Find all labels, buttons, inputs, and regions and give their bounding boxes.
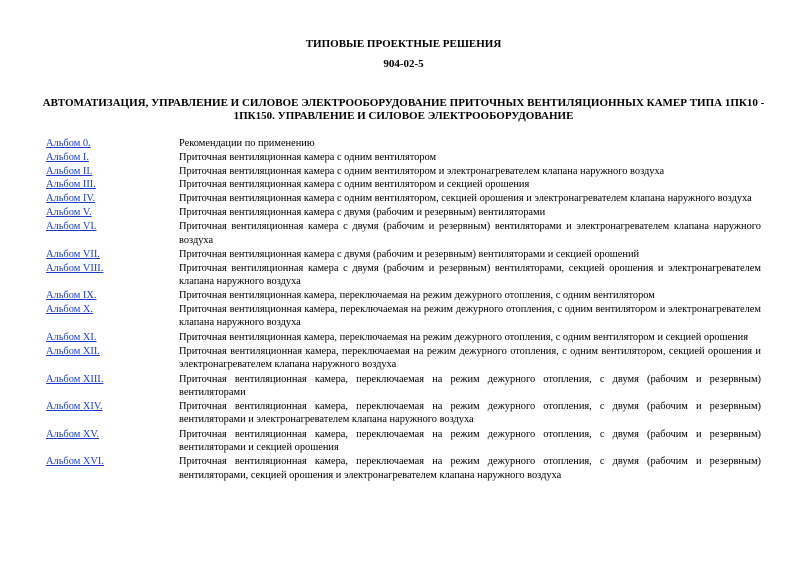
album-link-15[interactable]: Альбом XV. xyxy=(46,428,100,440)
album-description: Приточная вентиляционная камера, переключаемая на режим дежурного отопления, с двумя (рабочим и резервным) вентиляторами и секцией орошения xyxy=(179,428,761,454)
document-code: 904-02-5 xyxy=(383,58,424,70)
album-link-13[interactable]: Альбом XIII. xyxy=(46,373,104,385)
album-description: Приточная вентиляционная камера с одним вентилятором и секцией орошения xyxy=(179,179,530,191)
album-link-10[interactable]: Альбом X. xyxy=(46,304,93,316)
album-description: Приточная вентиляционная камера с одним вентилятором, секцией орошения и электронагревателем клапана наружного воздуха xyxy=(179,193,752,205)
list-item xyxy=(46,400,761,427)
album-description: Приточная вентиляционная камера, переключаемая на режим дежурного отопления, с двумя (рабочим и резервным) вентиляторами и электронагревателем клапана наружного воздуха xyxy=(179,401,761,426)
list-item xyxy=(46,262,761,289)
list-item xyxy=(46,220,761,247)
list-item xyxy=(46,192,761,205)
list-item xyxy=(46,303,761,330)
album-description: Приточная вентиляционная камера, переключаемая на режим дежурного отопления, с одним вентилятором и электронагревателем клапана наружного воздуха xyxy=(179,304,761,329)
list-item xyxy=(46,165,761,178)
list-item xyxy=(46,206,761,219)
album-description: Приточная вентиляционная камера с одним вентилятором xyxy=(179,151,437,163)
album-link-14[interactable]: Альбом XIV. xyxy=(46,401,103,413)
document-title: ТИПОВЫЕ ПРОЕКТНЫЕ РЕШЕНИЯ xyxy=(305,38,502,50)
album-link-11[interactable]: Альбом XI. xyxy=(46,331,97,343)
album-description: Рекомендации по применению xyxy=(179,138,315,149)
album-link-3[interactable]: Альбом III. xyxy=(46,179,96,191)
album-link-7[interactable]: Альбом VII. xyxy=(46,248,100,260)
list-item xyxy=(46,455,761,482)
album-description: Приточная вентиляционная камера, переключаемая на режим дежурного отопления, с двумя (рабочим и резервным) вентиляторами, секцией орошения и электронагревателем клапана наружного воздуха xyxy=(179,456,761,481)
list-item xyxy=(46,289,761,302)
album-description: Приточная вентиляционная камера, переключаемая на режим дежурного отопления, с одним вентилятором xyxy=(179,290,655,302)
list-item xyxy=(46,137,761,150)
list-item xyxy=(46,178,761,191)
document-subtitle: АВТОМАТИЗАЦИЯ, УПРАВЛЕНИЕ И СИЛОВОЕ ЭЛЕКТРООБОРУДОВАНИЕ ПРИТОЧНЫХ ВЕНТИЛЯЦИОННЫХ КАМЕР ТИПА 1ПК10 - 1ПК150. УПРАВЛЕНИЕ И СИЛОВОЕ ЭЛЕКТРООБОРУДОВАНИЕ xyxy=(42,97,765,122)
album-description: Приточная вентиляционная камера с двумя (рабочим и резервным) вентиляторами xyxy=(179,207,546,219)
list-item xyxy=(46,248,761,261)
album-link-16[interactable]: Альбом XVI. xyxy=(46,456,104,468)
album-description: Приточная вентиляционная камера, переключаемая на режим дежурного отопления, с одним вентилятором и секцией орошения xyxy=(179,331,748,343)
album-link-0[interactable]: Альбом 0. xyxy=(46,138,91,149)
album-description: Приточная вентиляционная камера, переключаемая на режим дежурного отопления, с двумя (рабочим и резервным) вентиляторами xyxy=(179,373,761,398)
album-link-5[interactable]: Альбом V. xyxy=(46,207,92,219)
album-list xyxy=(46,137,761,483)
album-description: Приточная вентиляционная камера с двумя (рабочим и резервным) вентиляторами, секцией орошения и электронагревателем клапана наружного воздуха xyxy=(179,262,761,287)
album-link-2[interactable]: Альбом II. xyxy=(46,165,93,177)
list-item xyxy=(46,428,761,455)
album-description: Приточная вентиляционная камера с одним вентилятором и электронагревателем клапана наружного воздуха xyxy=(179,165,665,177)
album-description: Приточная вентиляционная камера с двумя (рабочим и резервным) вентиляторами и электронагревателем клапана наружного воздуха xyxy=(179,221,761,246)
list-item xyxy=(46,151,761,164)
list-item xyxy=(46,373,761,400)
album-description: Приточная вентиляционная камера с двумя (рабочим и резервным) вентиляторами и секцией орошений xyxy=(179,248,640,260)
album-link-6[interactable]: Альбом VI. xyxy=(46,221,97,233)
album-link-12[interactable]: Альбом XII. xyxy=(46,345,100,357)
album-link-9[interactable]: Альбом IX. xyxy=(46,290,97,302)
album-link-1[interactable]: Альбом I. xyxy=(46,151,89,163)
album-link-8[interactable]: Альбом VIII. xyxy=(46,262,104,274)
album-description: Приточная вентиляционная камера, переключаемая на режим дежурного отопления, с одним вентилятором, секцией орошения и электронагревателем клапана наружного воздуха xyxy=(179,345,761,371)
album-link-4[interactable]: Альбом IV. xyxy=(46,193,96,205)
list-item xyxy=(46,345,761,372)
list-item xyxy=(46,331,761,344)
